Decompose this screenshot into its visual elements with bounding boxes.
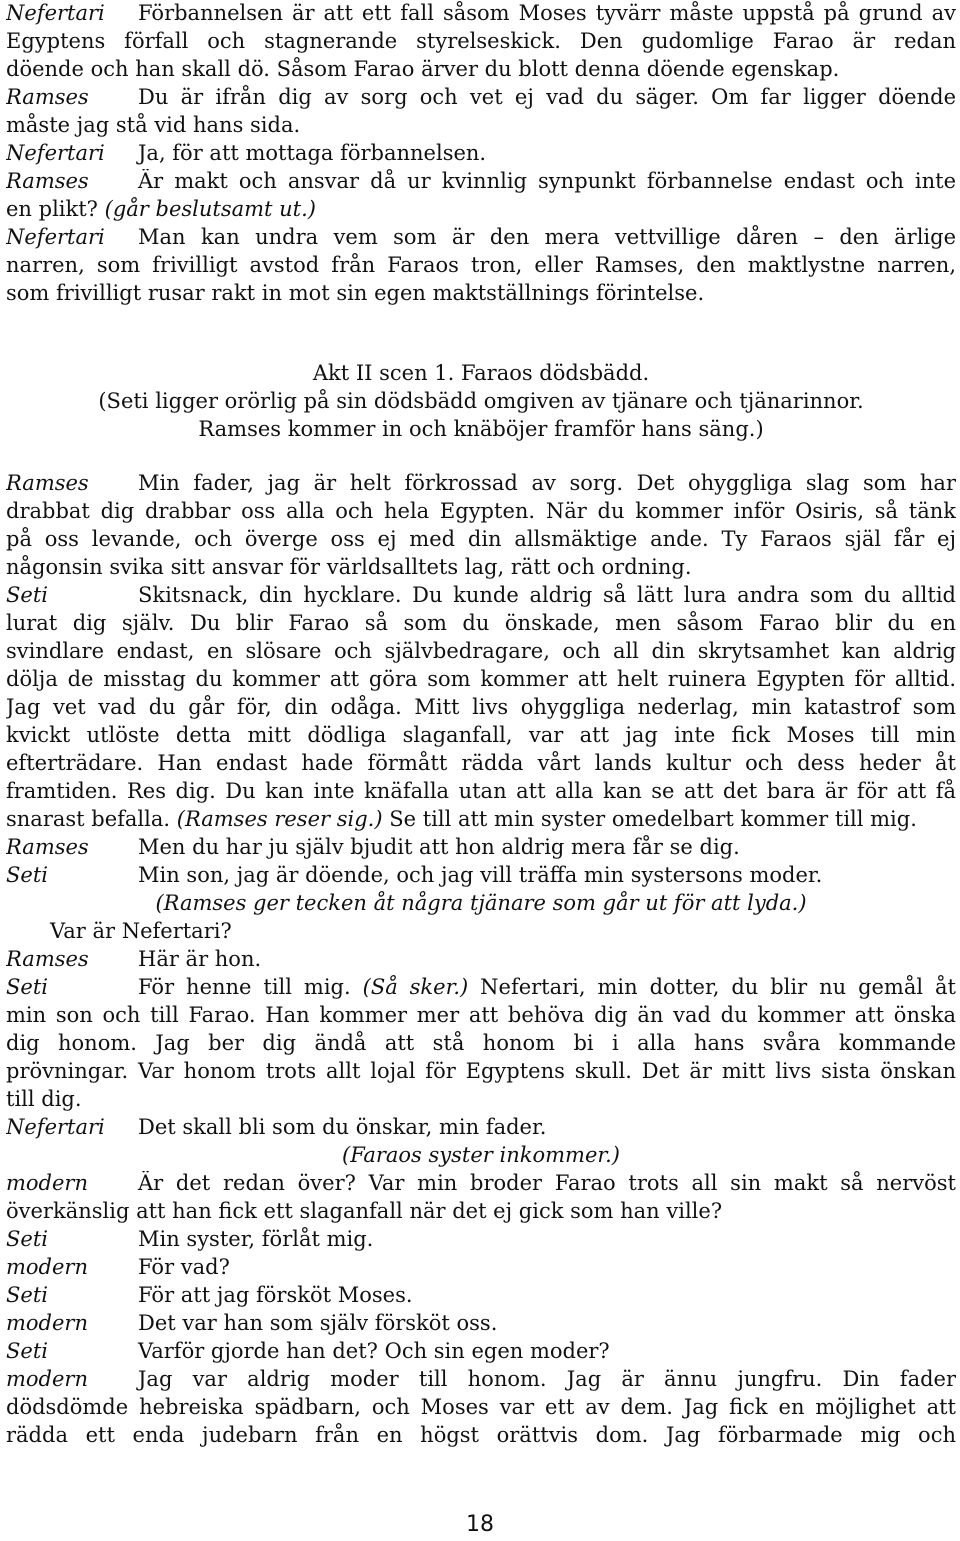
script-line [6, 1031, 956, 1055]
script-line [6, 667, 956, 691]
line-text: på oss levande, och överge oss ej med din allsmäktige ande. Ty Faraos själ får ej [6, 527, 956, 551]
line-text: till dig. [6, 1087, 82, 1111]
speaker-name: Seti [6, 1227, 48, 1251]
speaker-name: modern [6, 1171, 88, 1195]
script-line [6, 1423, 956, 1447]
line-text: För henne till mig. [138, 975, 351, 999]
script-line [6, 807, 956, 831]
script-line [6, 695, 956, 719]
line-text: överkänslig att han fick ett slaganfall när det ej gick som han ville? [6, 1199, 723, 1223]
script-line [6, 835, 956, 859]
script-line [6, 197, 956, 221]
script-line [6, 583, 956, 607]
speaker-name: Nefertari [6, 1115, 105, 1139]
line-text: Det skall bli som du önskar, min fader. [138, 1115, 547, 1139]
script-line [6, 611, 956, 635]
script-line [6, 863, 956, 887]
script-line [6, 361, 956, 385]
script-line [6, 1171, 956, 1195]
line-text: drabbat dig drabbar oss alla och hela Egypten. När du kommer inför Osiris, så tänk [6, 499, 956, 523]
line-text-continued: Nefertari, min dotter, du blir nu gemål åt [480, 975, 956, 999]
line-text: Du är ifrån dig av sorg och vet ej vad du säger. Om far ligger döende [138, 85, 956, 109]
script-line [6, 1227, 956, 1251]
script-line [6, 1367, 956, 1391]
speaker-name: modern [6, 1311, 88, 1335]
script-line [6, 1059, 956, 1083]
stage-direction: (Ramses reser sig.) [176, 807, 383, 831]
script-line [6, 141, 956, 165]
speaker-name: Nefertari [6, 1, 105, 25]
script-line [6, 225, 956, 249]
line-text: Min fader, jag är helt förkrossad av sorg. Det ohyggliga slag som har [138, 471, 956, 495]
script-line [6, 85, 956, 109]
line-text: För vad? [138, 1255, 230, 1279]
line-text: Var är Nefertari? [50, 919, 232, 943]
script-line [6, 499, 956, 523]
script-line [6, 1003, 956, 1027]
script-line [6, 281, 956, 305]
script-line [6, 1199, 956, 1223]
script-line [6, 169, 956, 193]
script-line [6, 555, 956, 579]
script-line [6, 1115, 956, 1139]
line-text: Min syster, förlåt mig. [138, 1227, 374, 1251]
speaker-name: Ramses [6, 169, 89, 193]
line-text: svindlare endast, en slösare och självbedragare, och all din skrytsamhet kan aldrig [6, 639, 956, 663]
line-text: Man kan undra vem som är den mera vettvillige dåren – den ärlige [138, 225, 956, 249]
script-line [6, 779, 956, 803]
script-line [6, 639, 956, 663]
speaker-name: Seti [6, 863, 48, 887]
script-line [6, 751, 956, 775]
line-text: dödsdömde hebreiska spädbarn, och Moses var ett av dem. Jag fick en möjlighet att [6, 1395, 956, 1419]
script-line [6, 471, 956, 495]
line-text: döende och han skall dö. Såsom Farao ärver du blott denna döende egenskap. [6, 57, 840, 81]
line-text: lurat dig själv. Du blir Farao så som du önskade, men såsom Farao blir du en [6, 611, 956, 635]
page-number: 18 [466, 1512, 494, 1537]
speaker-name: Seti [6, 975, 48, 999]
stage-direction: (Faraos syster inkommer.) [342, 1143, 620, 1167]
script-line [6, 947, 956, 971]
script-line [6, 1395, 956, 1419]
script-line [6, 1255, 956, 1279]
line-text: (Seti ligger orörlig på sin dödsbädd omgiven av tjänare och tjänarinnor. [98, 389, 864, 413]
line-text: någonsin svika sitt ansvar för världsalltets lag, rätt och ordning. [6, 555, 692, 579]
line-text: Varför gjorde han det? Och sin egen moder? [138, 1339, 610, 1363]
line-text: Skitsnack, din hycklare. Du kunde aldrig så lätt lura andra som du alltid [138, 583, 956, 607]
script-line [6, 527, 956, 551]
speaker-name: modern [6, 1255, 88, 1279]
stage-direction: (går beslutsamt ut.) [104, 197, 316, 221]
script-line [6, 975, 956, 999]
speaker-name: Ramses [6, 85, 89, 109]
script-line [6, 919, 960, 943]
line-text: dig honom. Jag ber dig ändå att stå honom bi i alla hans svåra kommande [6, 1031, 956, 1055]
script-line [6, 253, 956, 277]
script-line [6, 891, 956, 915]
line-text: Egyptens förfall och stagnerande styrelseskick. Den gudomlige Farao är redan [6, 29, 956, 53]
script-line [6, 389, 956, 413]
line-text: som frivilligt rusar rakt in mot sin egen maktställnings förintelse. [6, 281, 705, 305]
line-text: Är makt och ansvar då ur kvinnlig synpunkt förbannelse endast och inte [138, 169, 956, 193]
script-line [6, 417, 956, 441]
line-text: prövningar. Var honom trots allt lojal för Egyptens skull. Det är mitt livs sista önskan [6, 1059, 956, 1083]
line-text: framtiden. Res dig. Du kan inte knäfalla utan att alla kan se att det bara är för att få [6, 779, 956, 803]
speaker-name: Ramses [6, 835, 89, 859]
line-text: Akt II scen 1. Faraos dödsbädd. [312, 361, 650, 385]
line-text: min son och till Farao. Han kommer mer att behöva dig än vad du kommer att önska [6, 1003, 956, 1027]
line-text: För att jag försköt Moses. [138, 1283, 413, 1307]
line-text: Jag var aldrig moder till honom. Jag är ännu jungfru. Din fader [138, 1367, 956, 1391]
line-text: Min son, jag är döende, och jag vill träffa min systersons moder. [138, 863, 823, 887]
line-text: dölja de misstag du kommer att göra som kommer att helt ruinera Egypten för alltid. [6, 667, 956, 691]
line-text: efterträdare. Han endast hade förmått rädda vårt lands kultur och dess heder åt [6, 751, 956, 775]
line-text: Det var han som själv försköt oss. [138, 1311, 498, 1335]
speaker-name: Nefertari [6, 225, 105, 249]
line-text: Men du har ju själv bjudit att hon aldrig mera får se dig. [138, 835, 740, 859]
line-text: måste jag stå vid hans sida. [6, 113, 301, 137]
line-text: Ja, för att mottaga förbannelsen. [138, 141, 487, 165]
line-text: rädda ett enda judebarn från en högst orättvis dom. Jag förbarmade mig och [6, 1423, 956, 1447]
stage-direction: (Så sker.) [362, 975, 469, 999]
script-line [6, 1143, 956, 1167]
line-text: Ramses kommer in och knäböjer framför hans säng.) [198, 417, 764, 441]
speaker-name: Seti [6, 1339, 48, 1363]
speaker-name: Seti [6, 583, 48, 607]
script-line [6, 723, 956, 747]
script-line [6, 1339, 956, 1363]
line-text: Är det redan över? Var min broder Farao trots all sin makt så nervöst [138, 1171, 956, 1195]
script-line [6, 57, 956, 81]
line-text: narren, som frivilligt avstod från Faraos tron, eller Ramses, den maktlystne narren, [6, 253, 956, 277]
line-text-continued: Se till att min syster omedelbart kommer till mig. [389, 807, 917, 831]
speaker-name: Ramses [6, 471, 89, 495]
line-text: snarast befalla. [6, 807, 171, 831]
line-text: Jag vet vad du går för, din odåga. Mitt livs ohyggliga nederlag, min katastrof som [6, 695, 956, 719]
script-line [6, 29, 956, 53]
line-text: Förbannelsen är att ett fall såsom Moses tyvärr måste uppstå på grund av [138, 1, 956, 25]
speaker-name: Nefertari [6, 141, 105, 165]
speaker-name: Seti [6, 1283, 48, 1307]
line-text: kvickt utlöste detta mitt dödliga slaganfall, var att jag inte fick Moses till min [6, 723, 956, 747]
line-text: Här är hon. [138, 947, 262, 971]
script-line [6, 1283, 956, 1307]
script-line [6, 1311, 956, 1335]
stage-direction: (Ramses ger tecken åt några tjänare som går ut för att lyda.) [155, 891, 807, 915]
speaker-name: modern [6, 1367, 88, 1391]
script-line [6, 1, 956, 25]
script-line [6, 1087, 956, 1111]
script-line [6, 113, 956, 137]
line-text: en plikt? [6, 197, 98, 221]
speaker-name: Ramses [6, 947, 89, 971]
